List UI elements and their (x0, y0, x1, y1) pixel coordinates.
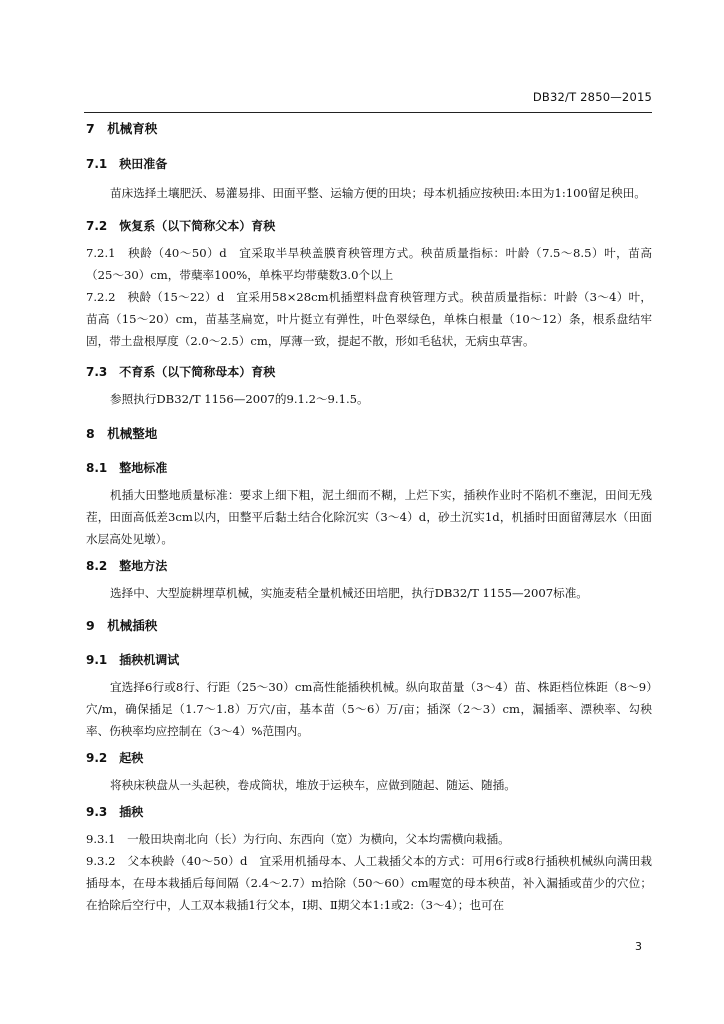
section-8-2-paragraph: 选择中、大型旋耕埋草机械，实施麦秸全量机械还田培肥，执行DB32/T 1155—2007标准。 (110, 586, 588, 600)
header-rule (84, 112, 652, 113)
document-code: DB32/T 2850—2015 (532, 90, 652, 104)
section-8-heading: 8 机械整地 (86, 426, 158, 441)
section-7-2-2-paragraph: 7.2.2 秧龄（15～22）d 宜采用58×28cm机插塑料盘育秧管理方式。秧苗质量指标：叶龄（3～4）叶，苗高（15～20）cm，苗基茎扁宽，叶片挺立有弹性，叶色翠绿色，单株白根量（10～12）条，根系盘结牢固，带土盘根厚度（2.0～2.5）cm，厚薄一致，提起不散，形如毛毡状，无病虫草害。 (86, 290, 652, 348)
section-9-2-heading: 9.2 起秧 (86, 751, 144, 765)
section-7-3-paragraph: 参照执行DB32/T 1156—2007的9.1.2～9.1.5。 (110, 392, 369, 406)
section-7-1-heading: 7.1 秧田准备 (86, 157, 168, 171)
document-body (86, 119, 652, 916)
section-8-1-paragraph: 机插大田整地质量标准：要求上细下粗，泥土细而不糊，上烂下实，插秧作业时不陷机不壅泥，田间无残茬，田面高低差3cm以内，田整平后黏土结合化除沉实（3～4）d，砂土沉实1d，机插时田面留薄层水（田面水层高处见墩）。 (86, 488, 652, 546)
section-9-heading: 9 机械插秧 (86, 618, 158, 633)
section-9-1-paragraph: 宜选择6行或8行、行距（25～30）cm高性能插秧机械。纵向取苗量（3～4）苗、株距档位株距（8～9）穴/m，确保插足（1.7～1.8）万穴/亩，基本苗（5～6）万/亩；插深（2～3）cm，漏插率、漂秧率、勾秧率、伤秧率均应控制在（3～4）%范围内。 (86, 680, 652, 738)
section-7-2-1-paragraph: 7.2.1 秧龄（40～50）d 宜采取半旱秧盖膜育秧管理方式。秧苗质量指标：叶龄（7.5～8.5）叶，苗高（25～30）cm，带蘖率100%，单株平均带蘖数3.0个以上 (86, 246, 652, 282)
section-7-3-heading: 7.3 不育系（以下简称母本）育秧 (86, 365, 276, 379)
page-number: 3 (635, 940, 642, 953)
section-9-3-2-paragraph: 9.3.2 父本秧龄（40～50）d 宜采用机插母本、人工栽插父本的方式：可用6行或8行插秧机械纵向满田栽插母本，在母本栽插后每间隔（2.4～2.7）m拾除（50～60）cm喔宽的母本秧苗，补入漏插或苗少的穴位；在拾除后空行中，人工双本栽插1行父本，Ⅰ期、Ⅱ期父本1:1或2:（3～4）；也可在 (86, 854, 652, 912)
section-7-heading: 7 机械育秧 (86, 121, 158, 136)
section-8-1-heading: 8.1 整地标准 (86, 461, 168, 475)
section-8-2-heading: 8.2 整地方法 (86, 559, 168, 573)
section-7-1-paragraph: 苗床选择土壤肥沃、易灌易排、田面平整、运输方便的田块；母本机插应按秧田:本田为1:100留足秧田。 (110, 186, 646, 200)
section-9-2-paragraph: 将秧床秧盘从一头起秧，卷成筒状，堆放于运秧车，应做到随起、随运、随插。 (110, 778, 516, 792)
section-9-3-heading: 9.3 插秧 (86, 805, 144, 819)
section-7-2-heading: 7.2 恢复系（以下简称父本）育秧 (86, 219, 276, 233)
section-9-3-1-paragraph: 9.3.1 一般田块南北向（长）为行向、东西向（宽）为横向，父本均需横向栽插。 (86, 832, 510, 846)
section-9-1-heading: 9.1 插秧机调试 (86, 653, 180, 667)
